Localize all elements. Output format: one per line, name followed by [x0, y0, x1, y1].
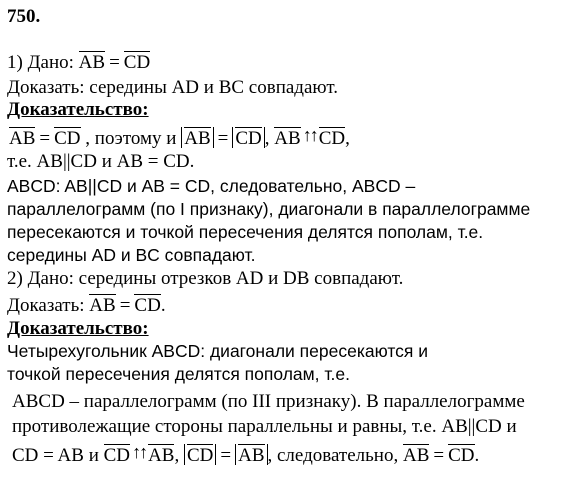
equals-sign: = [217, 128, 229, 149]
part2-final-line-1: ABCD – параллелограмм (по III признаку). В параллелограмме [12, 391, 525, 412]
last-abs-vector-cd: CD [186, 445, 214, 466]
part2-para-line-1: Четырехугольник ABCD: диагонали пересекаются и [7, 341, 429, 361]
part1-proof-label: Доказательство: [7, 99, 149, 120]
part2-prove [7, 294, 166, 315]
problem-number: 750. [7, 6, 41, 27]
part2-final-line-2: противолежащие стороны параллельны и равны, т.е. AB||CD и [12, 416, 517, 437]
step1-abs-cd [232, 127, 264, 148]
equals-sign: = [119, 295, 131, 316]
step1-codirected-ab: AB [274, 128, 301, 149]
part1-prove: Доказать: середины AD и BC совпадают. [7, 77, 338, 98]
step1-abs-vector-ab: AB [184, 128, 211, 149]
part1-para-line-3: пересекаются и точкой пересечения делятся пополам, т.е. [7, 222, 484, 242]
part1-para-line-4: середины AD и BC совпадают. [7, 245, 256, 265]
part2-final-line-3 [12, 443, 479, 465]
part1-given-label: 1) Дано: [7, 52, 74, 73]
step1-codirected-cd: CD [318, 128, 346, 149]
equals-sign: = [433, 445, 445, 466]
last-codirected-ab: AB [148, 445, 175, 466]
last-abs-vector-ab: AB [238, 445, 265, 466]
part2-para-line-2: точкой пересечения делятся пополам, т.е. [7, 364, 350, 384]
last-vector-cd: CD [448, 445, 475, 466]
step1-comma: , [264, 128, 270, 149]
part1-para-line-1: ABCD: AB||CD и AB = CD, следовательно, ABCD – [7, 176, 416, 196]
part2-given: 2) Дано: середины отрезков AD и DB совпадают. [7, 268, 404, 289]
last-text-2: , следовательно, [267, 445, 399, 466]
last-codirected-cd: CD [103, 445, 131, 466]
codirected-arrows-icon: ↑↑ [302, 125, 317, 145]
part1-given-vector-ab: AB [78, 52, 106, 73]
step1-end: , [345, 128, 350, 149]
part2-prove-vector-cd: CD [134, 295, 161, 316]
last-comma: , [174, 445, 180, 466]
codirected-arrows-icon: ↑↑ [132, 442, 147, 462]
last-text-1: CD = AB и [12, 445, 99, 466]
last-abs-ab [235, 444, 267, 465]
part2-proof-label: Доказательство: [7, 318, 149, 339]
last-abs-cd [184, 444, 216, 465]
equals-sign: = [109, 52, 120, 73]
part1-given [7, 51, 150, 72]
part2-prove-end: . [160, 295, 166, 316]
step1-abs-vector-cd: CD [235, 128, 262, 149]
equals-sign: = [220, 445, 232, 466]
part2-prove-vector-ab: AB [89, 295, 116, 316]
part2-prove-label: Доказать: [7, 295, 85, 316]
part1-given-vector-cd: CD [123, 52, 151, 73]
part1-para-line-2: параллелограмм (по I признаку), диагонали в параллелограмме [7, 199, 531, 219]
part1-step2: т.е. AB||CD и AB = CD. [7, 151, 195, 172]
equals-sign: = [39, 128, 51, 149]
step1-vector-cd: CD [54, 128, 81, 149]
last-vector-ab: AB [402, 445, 430, 466]
step1-vector-ab: AB [9, 128, 36, 149]
part1-step1 [9, 126, 350, 148]
step1-abs-ab [181, 127, 213, 148]
last-end: . [474, 445, 480, 466]
step1-text: , поэтому и [85, 128, 177, 149]
